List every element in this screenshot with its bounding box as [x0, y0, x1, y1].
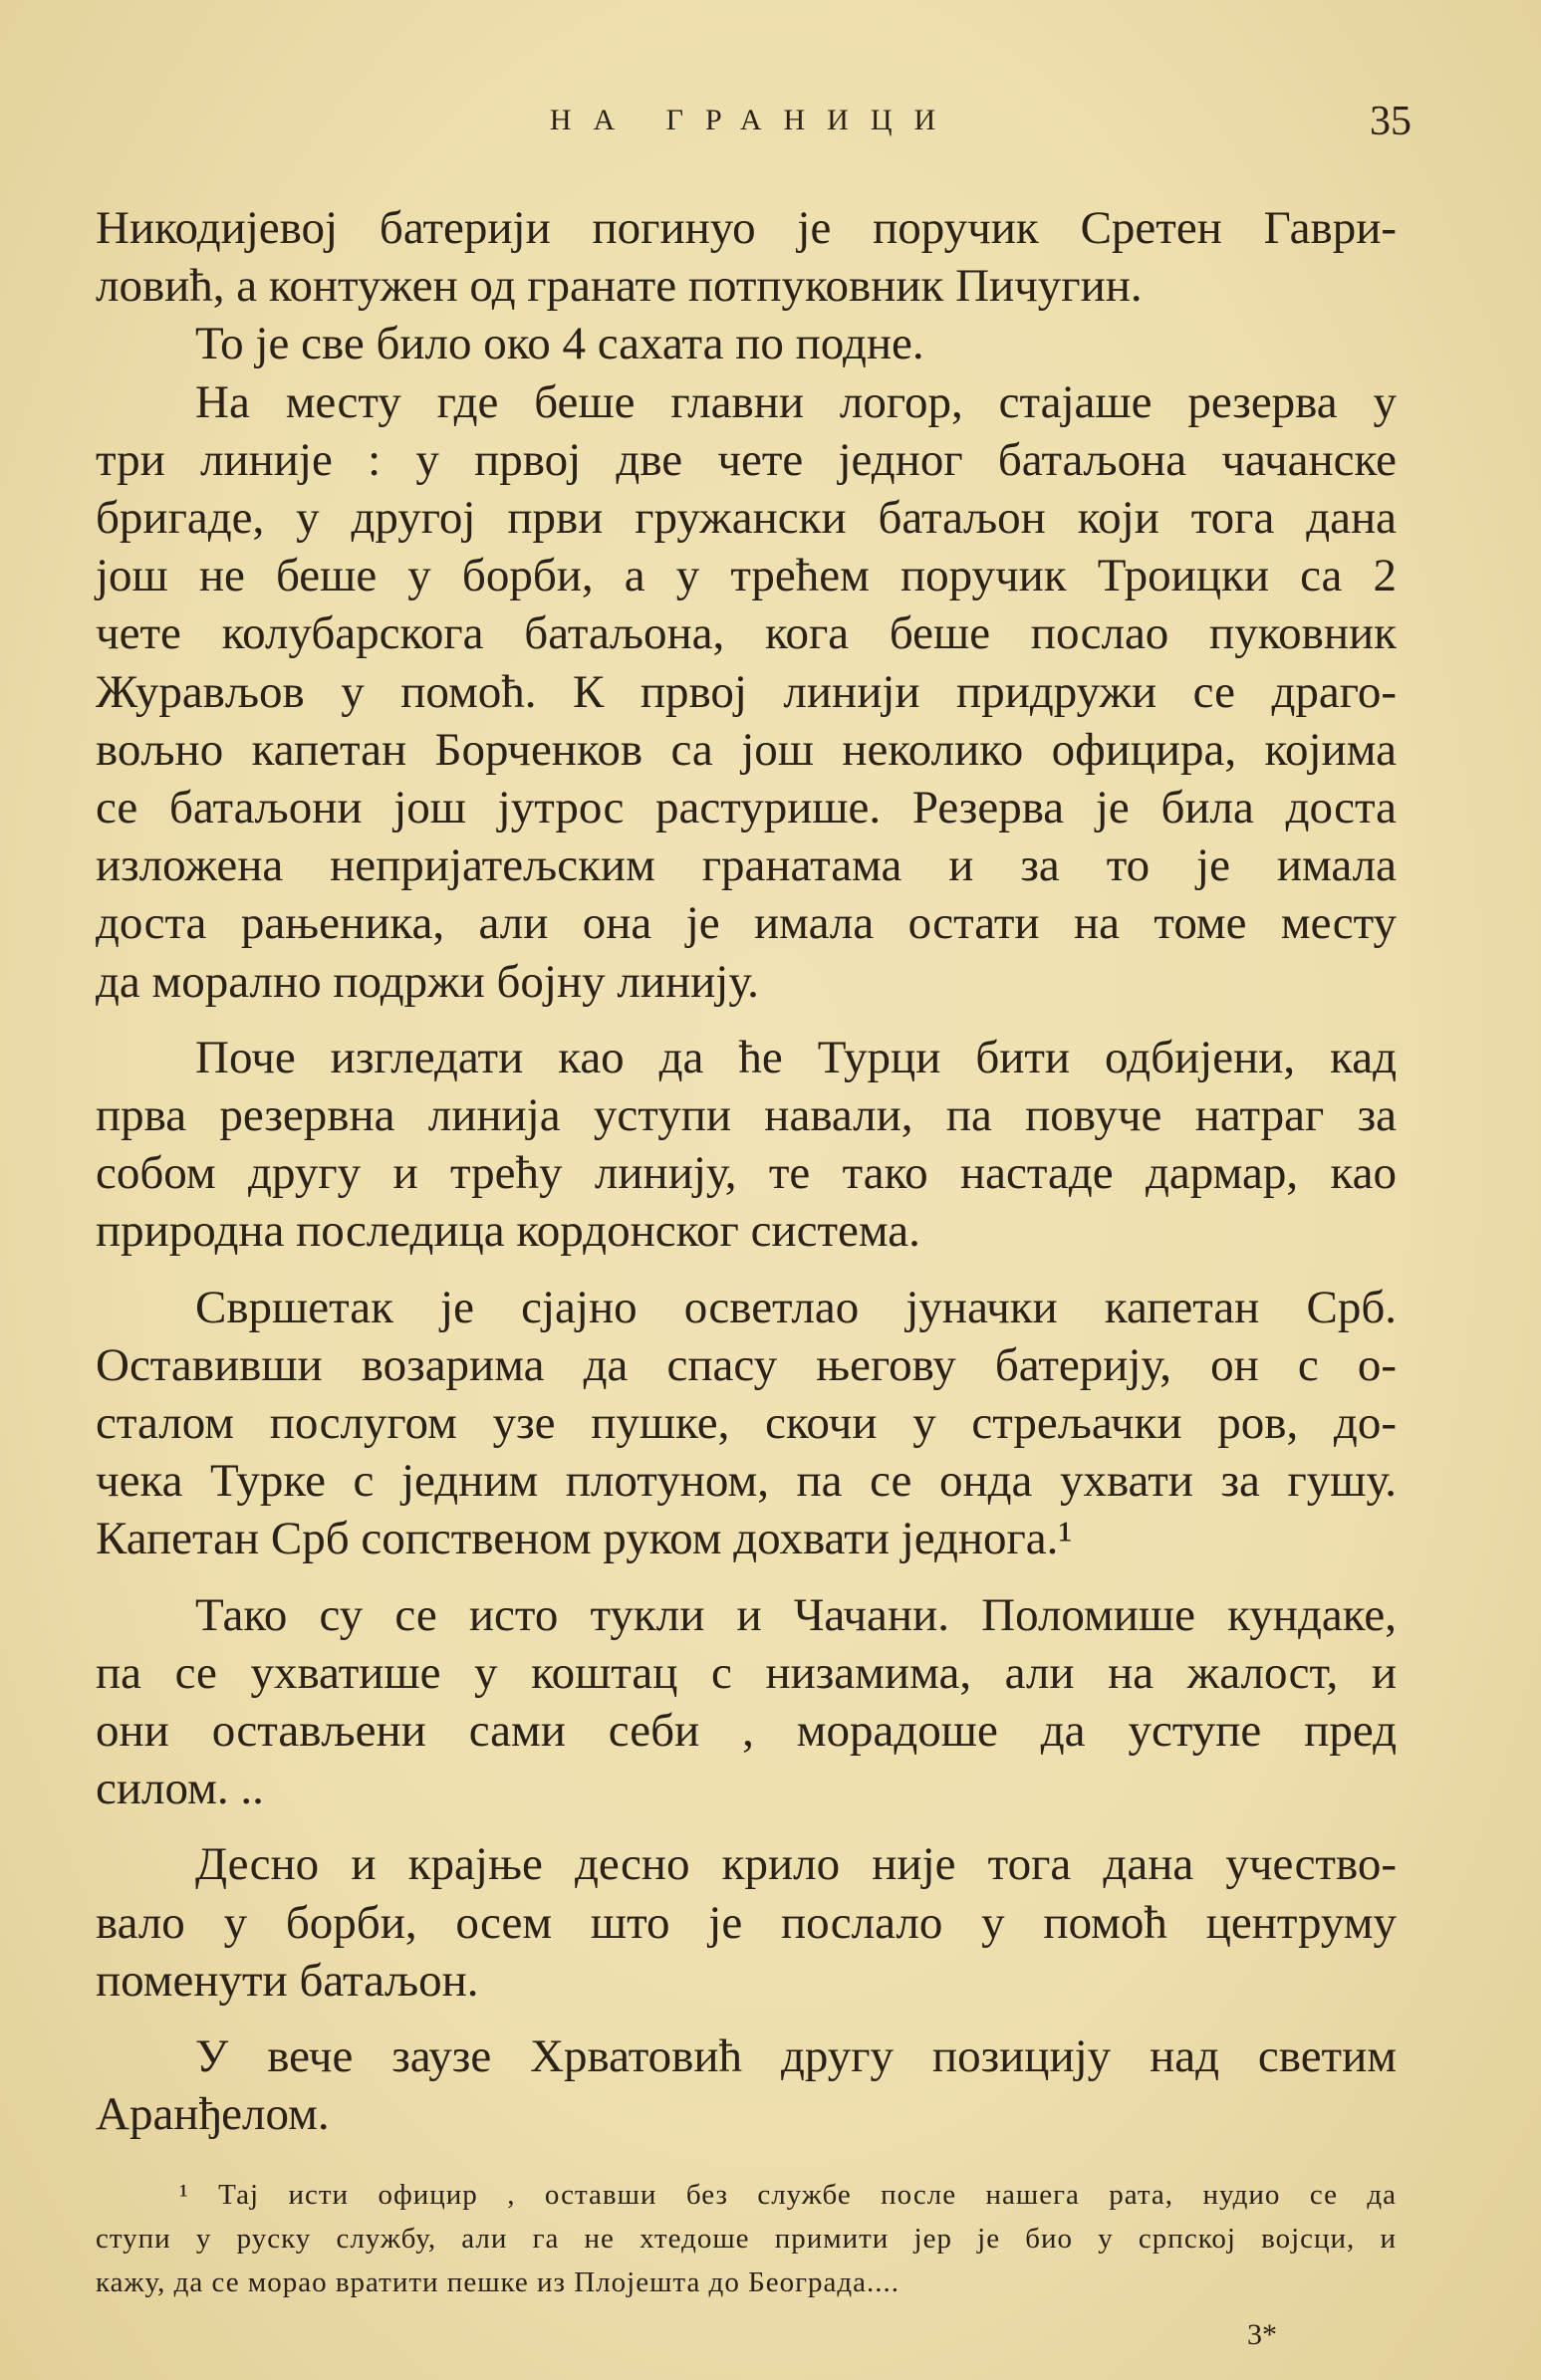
text-line: чете колубарскога батаљона, кога беше послао пуковник: [96, 607, 1397, 660]
body-text: [96, 199, 1397, 2144]
text-line: Журављов у помоћ. К првој линији придружи се драго-: [96, 665, 1397, 718]
text-line: Оставивши возарима да спасу његову батерију, он с о-: [96, 1338, 1397, 1391]
paragraph: [96, 1586, 1397, 1818]
text-line: природна последица кордонског система.: [96, 1205, 920, 1258]
text-line: чека Турке с једним плотуном, па се онда ухвати за гушу.: [96, 1455, 1397, 1508]
text-line: Поче изгледати као да ће Турци бити одбијени, кад: [195, 1031, 1397, 1083]
text-line: То је све било око 4 сахата по подне.: [195, 318, 924, 370]
paragraph: [96, 1279, 1397, 1568]
paragraph: [96, 1029, 1397, 1261]
text-line: вало у борби, осем што је послало у помоћ центруму: [96, 1896, 1397, 1949]
text-line: се батаљони још јутрос растурише. Резерва је била доста: [96, 782, 1397, 834]
text-line: Свршетак је сјајно осветлао јуначки капетан Срб.: [195, 1281, 1397, 1333]
text-line: Никодијевој батерији погинуо је поручик Сретен Гаври-: [96, 202, 1397, 254]
text-line: Десно и крајње десно крило није тога дана учество-: [195, 1838, 1397, 1891]
text-line: Капетан Срб сопственом руком дохвати једнога.¹: [96, 1513, 1073, 1565]
text-line: силом. ..: [96, 1763, 264, 1815]
text-line: собом другу и трећу линију, те тако настаде дармар, као: [96, 1147, 1397, 1200]
paragraph: [96, 2027, 1397, 2143]
paragraph: [96, 373, 1397, 1011]
page-number: 35: [1370, 99, 1412, 144]
text-line: они остављени сами себи , морадоше да уступе пред: [96, 1705, 1397, 1758]
running-title: НА ГРАНИЦИ: [549, 104, 958, 136]
text-line: На месту где беше главни логор, стајаше резерва у: [195, 375, 1397, 428]
text-line: прва резервна линија уступи навали, па повуче натраг за: [96, 1089, 1397, 1142]
text-line: сталом послугом узе пушке, скочи у стрељачки ров, до-: [96, 1397, 1397, 1450]
text-line: бригаде, у другој први гружански батаљон који тога дана: [96, 492, 1397, 545]
text-line: доста рањеника, али она је имала остати на томе месту: [96, 897, 1397, 950]
text-line: У вече заузе Хрватовић другу позицију над светим: [195, 2030, 1397, 2083]
footnote: [96, 2173, 1397, 2304]
text-line: вољно капетан Борченков са још неколико официра, којима: [96, 723, 1397, 776]
text-line: ловић, а контужен од гранате потпуковник Пичугин.: [96, 260, 1143, 313]
paragraph: [96, 199, 1397, 373]
footnote-line: ступи у руску службу, али га не хтедоше примити јер је био у српској војсци, и: [96, 2223, 1397, 2255]
text-line: још не беше у борби, а у трећем поручик Троицки са 2: [96, 550, 1397, 602]
text-line: изложена непријатељским гранатама и за то је имала: [96, 839, 1397, 892]
footnote-line: ¹ Тај исти официр , оставши без службе после нашега рата, нудио се да: [179, 2179, 1397, 2211]
paragraph: [96, 1835, 1397, 2010]
text-line: три линије : у првој две чете једног батаљона чачанске: [96, 433, 1397, 486]
text-line: па се ухватише у коштац с низамима, али на жалост, и: [96, 1646, 1397, 1699]
text-line: Тако су се исто тукли и Чачани. Поломише кундаке,: [195, 1588, 1397, 1641]
signature-mark: 3*: [1247, 2318, 1277, 2351]
text-line: да морално подржи бојну линију.: [96, 955, 759, 1008]
text-line: Аранђелом.: [96, 2088, 330, 2141]
footnote-line: кажу, да се морао вратити пешке из Плојешта до Београда....: [96, 2266, 899, 2298]
text-line: поменути батаљон.: [96, 1954, 479, 2007]
running-header: [96, 98, 1412, 153]
